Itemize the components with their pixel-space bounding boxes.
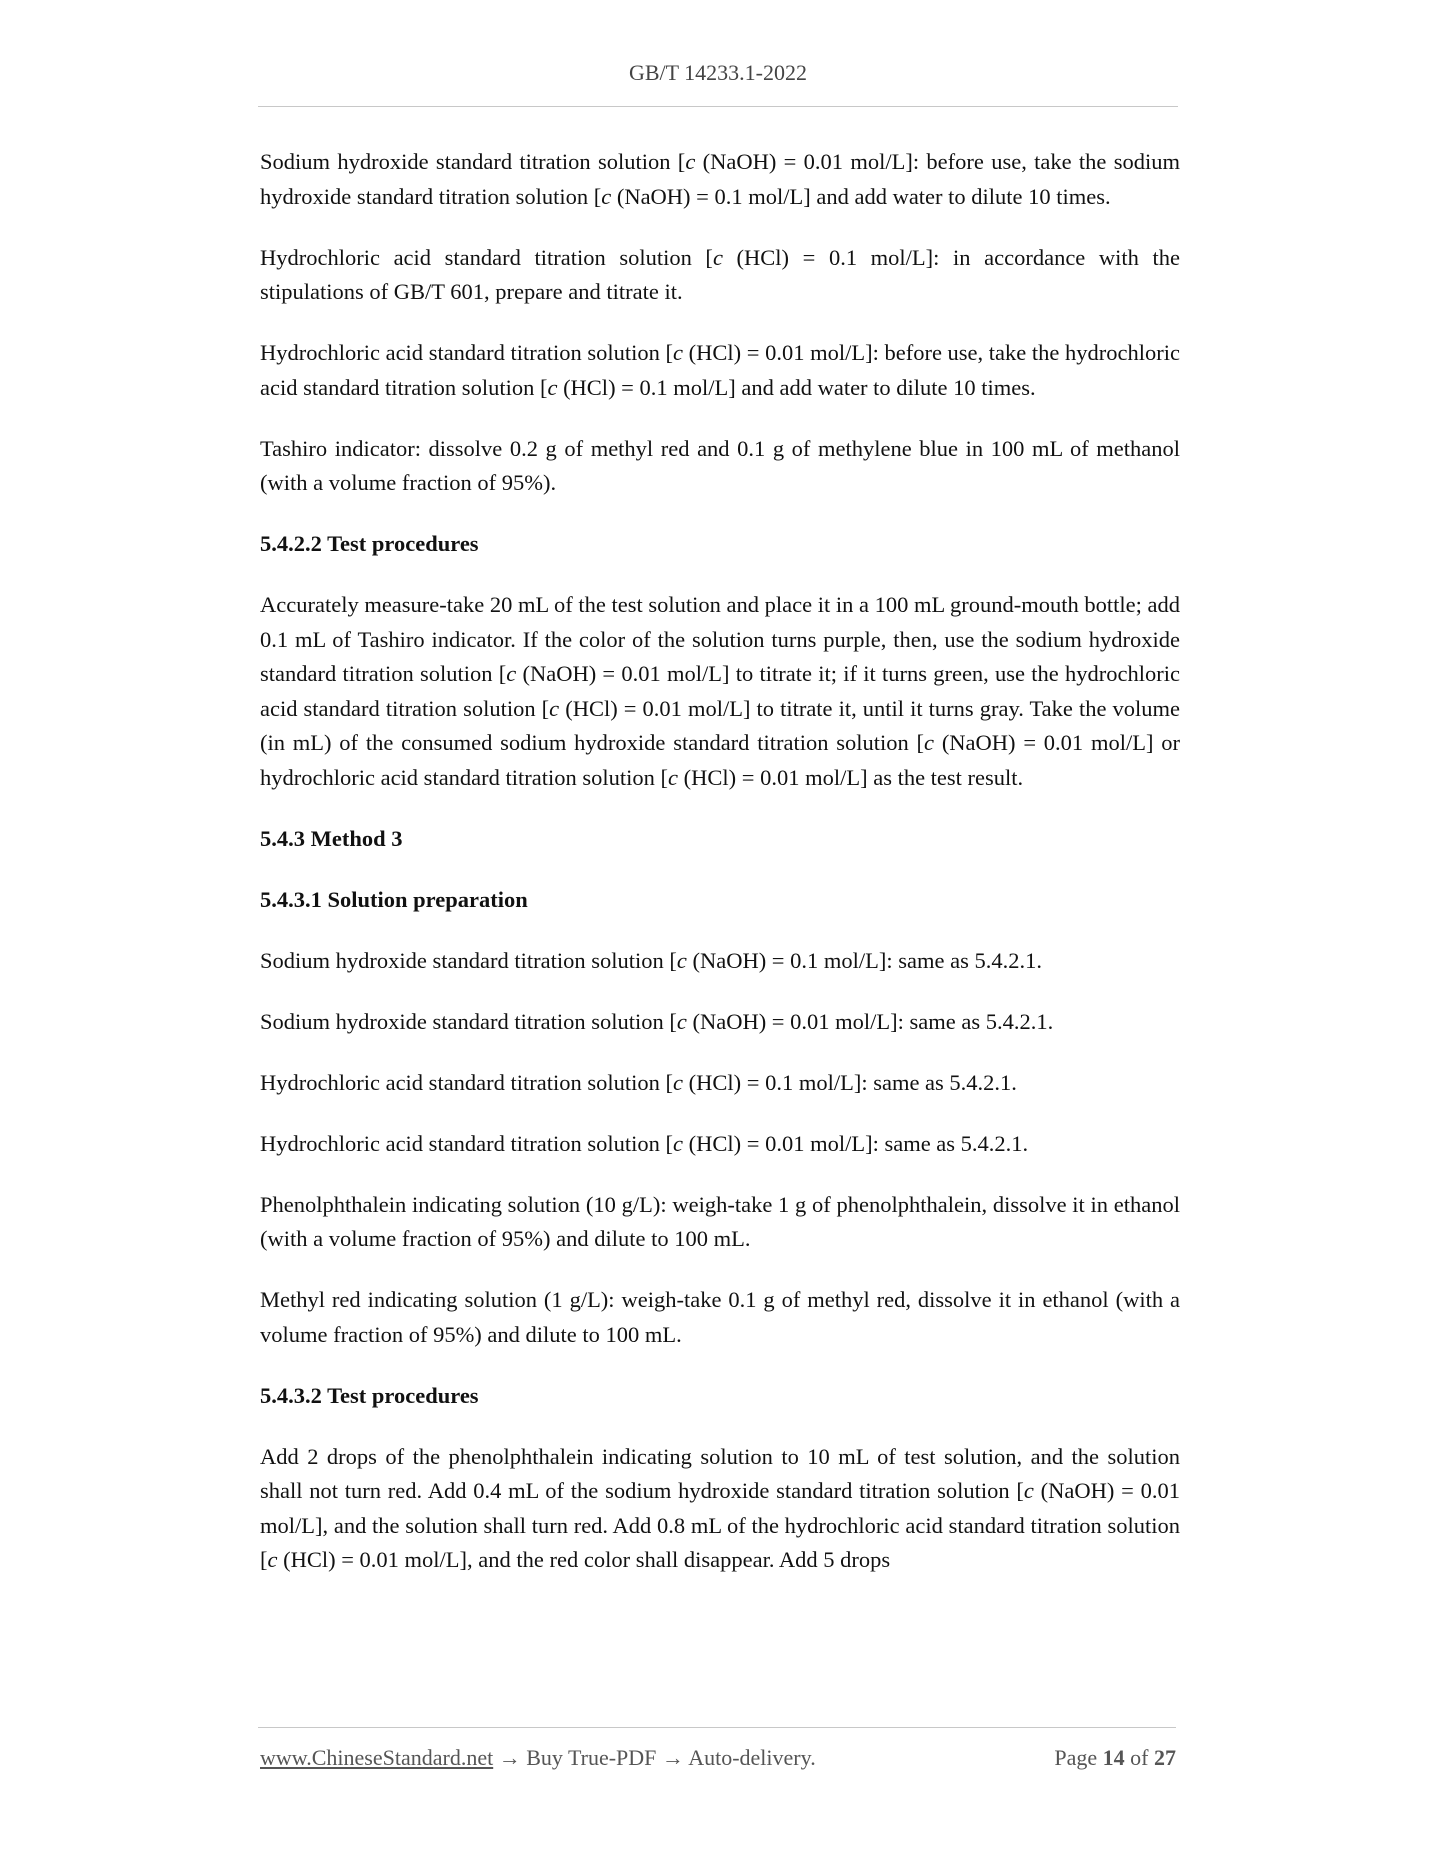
section-heading-5-4-3-1: 5.4.3.1 Solution preparation bbox=[260, 886, 528, 912]
arrow-right-icon: → bbox=[498, 1745, 521, 1770]
concentration-symbol: c bbox=[1023, 1478, 1034, 1503]
concentration-symbol: c bbox=[673, 340, 684, 365]
paragraph-methyl-red: Methyl red indicating solution (1 g/L): weigh-take 0.1 g of methyl red, dissolve it in ethanol (with a volume fraction of 95%) and dilute to 100 mL. bbox=[260, 1287, 1180, 1347]
concentration-symbol: c bbox=[676, 947, 687, 973]
auto-delivery-text: Auto-delivery. bbox=[688, 1745, 816, 1770]
paragraph-test-procedure-method3: Add 2 drops of the phenolphthalein indicating solution to 10 mL of test solution, and the solution shall not turn red. Add 0.4 mL of the sodium hydroxide standard titration solution [c (NaOH) = 0.01 mol/L], and the solution shall turn red. Add 0.8 mL of the hydrochloric acid standard titration solution [c (HCl) = 0.01 mol/L], and the red color shall disappear. Add 5 drops bbox=[260, 1443, 1180, 1572]
paragraph-tashiro-indicator: Tashiro indicator: dissolve 0.2 g of methyl red and 0.1 g of methylene blue in 100 mL of methanol (with a volume fraction of 95%). bbox=[260, 435, 1180, 495]
page-indicator bbox=[1054, 1745, 1176, 1771]
header-divider bbox=[258, 106, 1178, 107]
page-header bbox=[258, 60, 1178, 86]
concentration-symbol: c bbox=[668, 764, 679, 790]
concentration-symbol: c bbox=[712, 244, 723, 270]
current-page-number: 14 bbox=[1102, 1745, 1125, 1770]
section-heading-5-4-3: 5.4.3 Method 3 bbox=[260, 825, 403, 851]
concentration-symbol: c bbox=[673, 1130, 684, 1156]
total-page-count: 27 bbox=[1154, 1745, 1176, 1770]
paragraph-hcl-001-ref: Hydrochloric acid standard titration solution [c (HCl) = 0.01 mol/L]: same as 5.4.2.1. bbox=[260, 1130, 1029, 1156]
concentration-symbol: c bbox=[601, 183, 612, 209]
of-label: of bbox=[1130, 1745, 1149, 1770]
arrow-right-icon: → bbox=[661, 1745, 684, 1770]
concentration-symbol: c bbox=[267, 1547, 278, 1572]
concentration-symbol: c bbox=[547, 374, 558, 400]
paragraph-naoh-001: Sodium hydroxide standard titration solution [c (NaOH) = 0.01 mol/L]: before use, take the sodium hydroxide standard titration solution [c (NaOH) = 0.1 mol/L] and add water to dilute 10 times. bbox=[260, 149, 1180, 209]
paragraph-hcl-01: Hydrochloric acid standard titration solution [c (HCl) = 0.1 mol/L]: in accordance with the stipulations of GB/T 601, prepare and titrate it. bbox=[260, 244, 1180, 304]
concentration-symbol: c bbox=[673, 1069, 684, 1095]
section-heading-5-4-3-2: 5.4.3.2 Test procedures bbox=[260, 1382, 479, 1408]
document-code: GB/T 14233.1-2022 bbox=[628, 60, 808, 85]
buy-true-pdf-text: Buy True-PDF bbox=[526, 1745, 657, 1770]
site-link[interactable]: www.ChineseStandard.net bbox=[260, 1745, 494, 1770]
paragraph-naoh-001-ref: Sodium hydroxide standard titration solution [c (NaOH) = 0.01 mol/L]: same as 5.4.2.1. bbox=[260, 1008, 1054, 1034]
document-body bbox=[260, 145, 1180, 1604]
concentration-symbol: c bbox=[549, 695, 560, 721]
concentration-symbol: c bbox=[685, 149, 696, 174]
concentration-symbol: c bbox=[676, 1008, 687, 1034]
footer-divider bbox=[258, 1727, 1176, 1728]
concentration-symbol: c bbox=[924, 730, 935, 755]
paragraph-hcl-001: Hydrochloric acid standard titration solution [c (HCl) = 0.01 mol/L]: before use, take the hydrochloric acid standard titration solution [c (HCl) = 0.1 mol/L] and add water to dilute 10 times. bbox=[260, 340, 1180, 400]
concentration-symbol: c bbox=[506, 661, 517, 686]
paragraph-phenolphthalein: Phenolphthalein indicating solution (10 g/L): weigh-take 1 g of phenolphthalein, dissolve it in ethanol (with a volume fraction of 95%) and dilute to 100 mL. bbox=[260, 1191, 1180, 1251]
paragraph-naoh-01-ref: Sodium hydroxide standard titration solution [c (NaOH) = 0.1 mol/L]: same as 5.4.2.1. bbox=[260, 947, 1042, 973]
paragraph-test-procedure-method2: Accurately measure-take 20 mL of the test solution and place it in a 100 mL ground-mouth bottle; add 0.1 mL of Tashiro indicator. If the color of the solution turns purple, then, use the sodium hydroxide standard titration solution [c (NaOH) = 0.01 mol/L] to titrate it; if it turns green, use the hydrochloric acid standard titration solution [c (HCl) = 0.01 mol/L] to titrate it, until it turns gray. Take the volume (in mL) of the consumed sodium hydroxide standard titration solution [c (NaOH) = 0.01 mol/L] or hydrochloric acid standard titration solution [c (HCl) = 0.01 mol/L] as the test result. bbox=[260, 592, 1180, 790]
paragraph-hcl-01-ref: Hydrochloric acid standard titration solution [c (HCl) = 0.1 mol/L]: same as 5.4.2.1. bbox=[260, 1069, 1017, 1095]
footer-links bbox=[260, 1745, 816, 1771]
page-label: Page bbox=[1054, 1745, 1098, 1770]
section-heading-5-4-2-2: 5.4.2.2 Test procedures bbox=[260, 531, 479, 556]
